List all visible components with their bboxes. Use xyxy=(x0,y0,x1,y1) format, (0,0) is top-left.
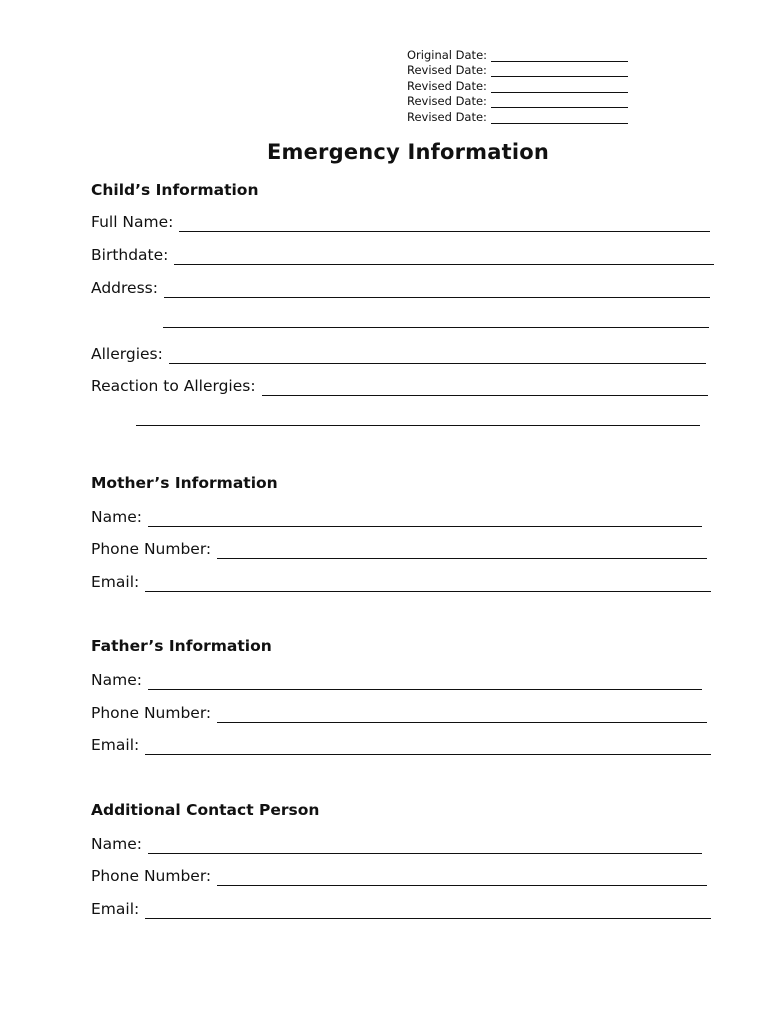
additional-email-field[interactable] xyxy=(145,904,711,919)
additional-phone-row xyxy=(91,866,707,886)
mother-email-label: Email: xyxy=(91,573,140,591)
child-full-name-row xyxy=(91,212,710,232)
additional-phone-label: Phone Number: xyxy=(91,867,212,885)
child-birthdate-field[interactable] xyxy=(174,250,714,265)
child-address-line-2[interactable] xyxy=(163,327,709,328)
child-allergies-row xyxy=(91,344,706,364)
revised-date-row-1 xyxy=(407,62,647,78)
child-reaction-line-2[interactable] xyxy=(136,425,700,426)
revised-date-field-4[interactable] xyxy=(491,112,628,124)
child-birthdate-row xyxy=(91,245,714,265)
mother-name-row xyxy=(91,507,702,527)
additional-name-label: Name: xyxy=(91,835,142,853)
father-email-row xyxy=(91,735,711,755)
page-title-text: Emergency Information xyxy=(266,140,550,164)
page-title xyxy=(0,140,770,164)
child-reaction-label: Reaction to Allergies: xyxy=(91,377,256,395)
original-date-label: Original Date: xyxy=(407,47,488,62)
additional-email-row xyxy=(91,899,711,919)
father-phone-field[interactable] xyxy=(217,708,707,723)
child-reaction-row xyxy=(91,376,708,396)
revised-date-row-3 xyxy=(407,93,647,109)
additional-name-row xyxy=(91,834,702,854)
revised-date-label: Revised Date: xyxy=(407,94,487,108)
mother-email-field[interactable] xyxy=(145,577,711,592)
mother-section-heading: Mother’s Information xyxy=(91,474,278,492)
father-name-field[interactable] xyxy=(148,675,702,690)
child-full-name-field[interactable] xyxy=(179,217,710,232)
additional-contact-section-heading: Additional Contact Person xyxy=(91,801,320,819)
revised-date-field-3[interactable] xyxy=(491,96,628,108)
child-birthdate-label: Birthdate: xyxy=(91,246,169,264)
child-full-name-label: Full Name: xyxy=(91,213,174,231)
father-email-field[interactable] xyxy=(145,740,711,755)
revised-date-label: Revised Date: xyxy=(407,109,487,124)
father-email-label: Email: xyxy=(91,736,140,754)
revision-dates-block xyxy=(407,46,647,124)
revised-date-label: Revised Date: xyxy=(407,63,487,77)
additional-name-field[interactable] xyxy=(148,839,702,854)
mother-name-field[interactable] xyxy=(148,512,702,527)
mother-name-label: Name: xyxy=(91,508,142,526)
child-address-row xyxy=(91,278,710,298)
child-address-label: Address: xyxy=(91,279,158,297)
original-date-field[interactable] xyxy=(491,50,628,62)
revised-date-row-4 xyxy=(407,108,647,124)
child-address-field[interactable] xyxy=(164,283,710,298)
additional-email-label: Email: xyxy=(91,900,140,918)
mother-phone-label: Phone Number: xyxy=(91,540,212,558)
father-phone-label: Phone Number: xyxy=(91,704,212,722)
child-allergies-field[interactable] xyxy=(169,349,706,364)
child-reaction-field[interactable] xyxy=(262,381,708,396)
revised-date-label: Revised Date: xyxy=(407,78,487,93)
revised-date-field-2[interactable] xyxy=(491,81,628,93)
father-phone-row xyxy=(91,703,707,723)
revised-date-field-1[interactable] xyxy=(491,65,628,77)
child-section-heading: Child’s Information xyxy=(91,181,259,199)
father-name-row xyxy=(91,670,702,690)
mother-email-row xyxy=(91,572,711,592)
original-date-row xyxy=(407,46,647,62)
father-section-heading: Father’s Information xyxy=(91,637,272,655)
additional-phone-field[interactable] xyxy=(217,871,707,886)
mother-phone-field[interactable] xyxy=(217,544,707,559)
child-allergies-label: Allergies: xyxy=(91,345,163,363)
father-name-label: Name: xyxy=(91,671,142,689)
mother-phone-row xyxy=(91,539,707,559)
revised-date-row-2 xyxy=(407,77,647,93)
